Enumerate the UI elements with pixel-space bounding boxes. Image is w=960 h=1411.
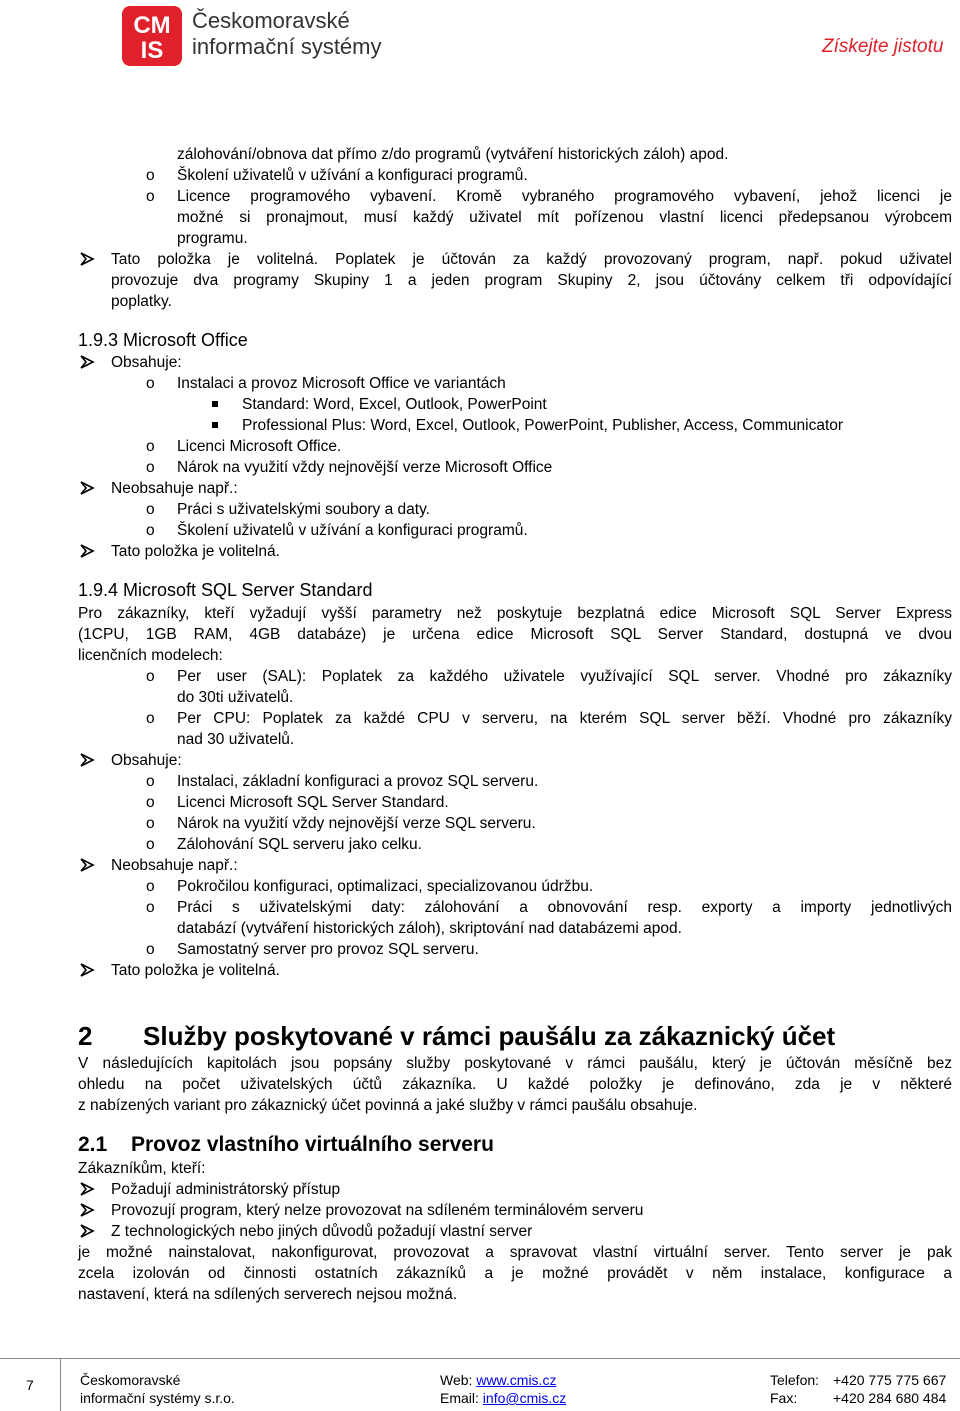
circle-bullet: o [146,438,155,455]
phone-label: Telefon: [770,1372,820,1388]
optional-note-cont: poplatky. [111,293,172,310]
list-item: Školení uživatelů v užívání a konfiguraci programů. [177,522,528,539]
list-item: Per CPU: Poplatek za každé CPU v serveru, na kterém SQL server běží. Vhodné pro zákazníky [177,710,952,727]
contains-label: Obsahuje: [111,752,182,769]
footer-company-line1: Českomoravské [80,1372,181,1388]
circle-bullet: o [146,459,155,476]
list-item: Nárok na využití vždy nejnovější verze Microsoft Office [177,459,553,476]
svg-text:IS: IS [140,37,164,64]
list-item-cont: databází (vytváření historických záloh), skriptování nad databázemi apod. [177,920,682,937]
web-link[interactable]: www.cmis.cz [476,1372,557,1388]
arrow-bullet-icon [80,1182,95,1196]
arrow-bullet-icon [80,544,95,558]
arrow-bullet-icon [80,1203,95,1217]
list-item: Z technologických nebo jiných důvodů požadují vlastní server [111,1223,533,1240]
arrow-bullet-icon [80,753,95,767]
list-item: Pokročilou konfiguraci, optimalizaci, specializovanou údržbu. [177,878,594,895]
arrow-bullet-icon [80,1224,95,1238]
footer-web [440,1372,556,1389]
circle-bullet: o [146,375,155,392]
contains-label: Obsahuje: [111,354,182,371]
paragraph-cont: ohledu na počet uživatelských účtů zákazníka. U každé položky je definováno, zda je v některé [78,1076,952,1093]
list-item-cont: možné si pronajmout, musí každý uživatel mít pořízenou vlastní licenci předepsanou výrobcem [177,209,952,226]
section-heading-services: Služby poskytované v rámci paušálu za zákaznický účet [143,1021,836,1051]
list-item: Licenci Microsoft Office. [177,438,342,455]
list-item: Provozují program, který nelze provozovat na sdíleném terminálovém serveru [111,1202,644,1219]
circle-bullet: o [146,941,155,958]
company-name-line1: Českomoravské [192,8,350,33]
slogan: Získejte jistotu [822,36,944,57]
square-bullet-icon [212,422,218,428]
circle-bullet: o [146,522,155,539]
paragraph: V následujících kapitolách jsou popsány služby poskytované v rámci paušálu, který je účtován měsíčně bez [78,1055,952,1072]
email-label: Email: [440,1390,479,1406]
paragraph: je možné nainstalovat, nakonfigurovat, provozovat a spravovat vlastní virtuální server. Tento server je pak [78,1244,952,1261]
not-contains-label: Neobsahuje např.: [111,857,238,874]
optional-note: Tato položka je volitelná. [111,543,280,560]
web-label: Web: [440,1372,473,1388]
paragraph-cont: z nabízených variant pro zákaznický účet povinná a jaké služby v rámci paušálu obsahuje. [78,1097,698,1114]
list-item: Licenci Microsoft SQL Server Standard. [177,794,449,811]
subsection-heading-virtual: Provoz vlastního virtuálního serveru [131,1133,494,1156]
list-item: Per user (SAL): Poplatek za každého uživatele využívající SQL server. Vhodné pro zákazníky [177,668,952,685]
list-item: Licence programového vybavení. Kromě vybraného programového vybavení, jehož licenci je [177,188,952,205]
section-heading-office: 1.9.3 Microsoft Office [78,330,248,350]
section-number: 2 [78,1021,93,1051]
circle-bullet: o [146,836,155,853]
circle-bullet: o [146,188,155,205]
circle-bullet: o [146,501,155,518]
arrow-bullet-icon [80,252,95,266]
list-item: Zálohování SQL serveru jako celku. [177,836,422,853]
subsection-number: 2.1 [78,1133,108,1156]
not-contains-label: Neobsahuje např.: [111,480,238,497]
circle-bullet: o [146,878,155,895]
footer-company-line2: informační systémy s.r.o. [80,1390,235,1406]
backup-line: zálohování/obnova dat přímo z/do programů (vytváření historických záloh) apod. [177,146,729,163]
list-item: Nárok na využití vždy nejnovější verze SQL serveru. [177,815,536,832]
list-item: Školení uživatelů v užívání a konfiguraci programů. [177,167,528,184]
arrow-bullet-icon [80,481,95,495]
circle-bullet: o [146,815,155,832]
footer-email [440,1390,566,1407]
list-item: Práci s uživatelskými soubory a daty. [177,501,430,518]
circle-bullet: o [146,668,155,685]
footer-page-divider [60,1358,61,1411]
email-link[interactable]: info@cmis.cz [482,1390,567,1406]
customers-label: Zákazníkům, kteří: [78,1160,206,1177]
page-number: 7 [26,1377,34,1393]
circle-bullet: o [146,167,155,184]
list-item: Práci s uživatelskými daty: zálohování a obnovování resp. exporty a importy jednotlivých [177,899,952,916]
list-item: Instalaci a provoz Microsoft Office ve variantách [177,375,506,392]
list-item: Samostatný server pro provoz SQL serveru. [177,941,479,958]
phone-value: +420 775 775 667 [833,1372,947,1388]
list-item: Instalaci, základní konfiguraci a provoz SQL serveru. [177,773,539,790]
circle-bullet: o [146,710,155,727]
list-item-cont: do 30ti uživatelů. [177,689,294,706]
fax-label: Fax: [770,1390,798,1406]
square-bullet-icon [212,401,218,407]
circle-bullet: o [146,773,155,790]
optional-note: Tato položka je volitelná. [111,962,280,979]
footer-divider [0,1358,960,1359]
optional-note-cont: provozuje dva programy Skupiny 1 a jeden program Skupiny 2, jsou účtovány celkem tři odpovídající [111,272,952,289]
list-item-cont: programu. [177,230,248,247]
paragraph-cont: (1CPU, 1GB RAM, 4GB databáze) je určena edice Microsoft SQL Server Standard, dostupná ve dvou [78,626,952,643]
arrow-bullet-icon [80,355,95,369]
fax-value: +420 284 680 484 [833,1390,947,1406]
arrow-bullet-icon [80,963,95,977]
arrow-bullet-icon [80,858,95,872]
paragraph: Pro zákazníky, kteří vyžadují vyšší parametry než poskytuje bezplatná edice Microsoft SQL Server Express [78,605,952,622]
cmis-logo [122,6,182,66]
list-item: Professional Plus: Word, Excel, Outlook, PowerPoint, Publisher, Access, Communicator [242,417,844,434]
circle-bullet: o [146,899,155,916]
company-name-line2: informační systémy [192,34,382,59]
paragraph-cont: zcela izolován od činnosti ostatních zákazníků a je možné provádět v něm instalace, konfigurace a [78,1265,952,1282]
paragraph-cont: licenčních modelech: [78,647,223,664]
paragraph-cont: nastavení, která na sdílených serverech nejsou možná. [78,1286,458,1303]
list-item: Požadují administrátorský přístup [111,1181,341,1198]
list-item: Standard: Word, Excel, Outlook, PowerPoint [242,396,547,413]
svg-text:CM: CM [133,12,171,39]
circle-bullet: o [146,794,155,811]
section-heading-sql: 1.9.4 Microsoft SQL Server Standard [78,580,373,600]
list-item-cont: nad 30 uživatelů. [177,731,295,748]
optional-note: Tato položka je volitelná. Poplatek je účtován za každý provozovaný program, např. pokud uživatel [111,251,952,268]
